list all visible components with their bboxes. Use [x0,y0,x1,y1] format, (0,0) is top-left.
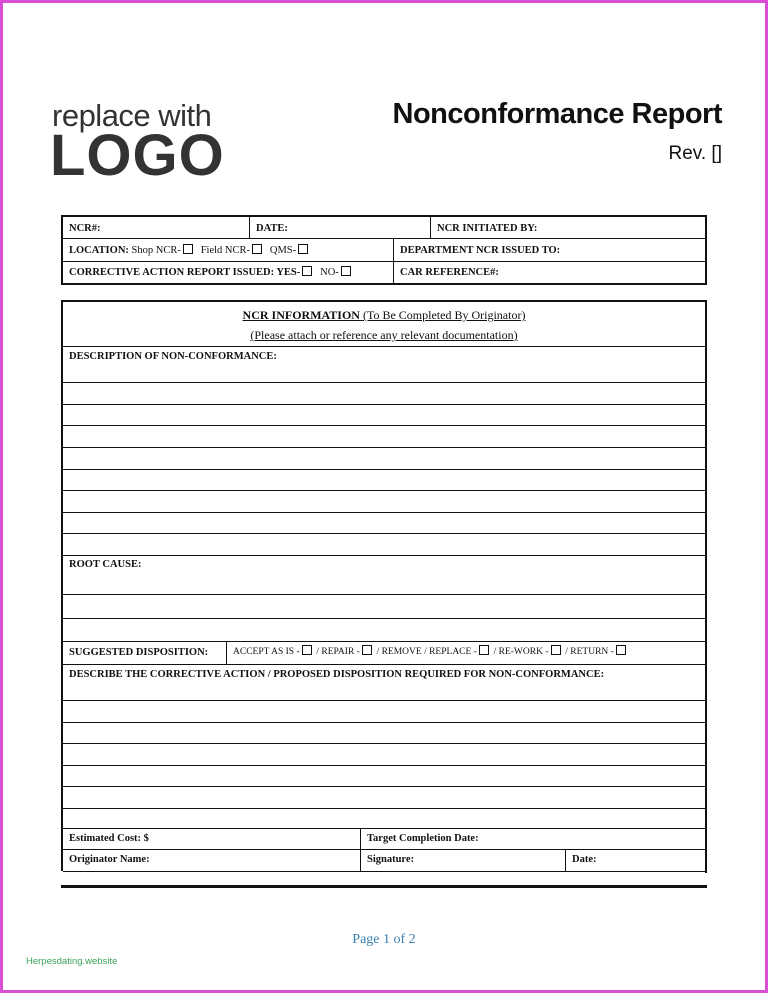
initiated-by-field[interactable]: NCR INITIATED BY: [437,223,538,234]
disposition-options [227,642,626,663]
shop-ncr-checkbox[interactable] [183,244,193,254]
originator-name-field[interactable]: Originator Name: [69,854,150,865]
repair-checkbox[interactable] [362,645,372,655]
qms-checkbox[interactable] [298,244,308,254]
suggested-disposition-label: SUGGESTED DISPOSITION: [69,647,209,658]
ncr-information-title: NCR INFORMATION [242,308,360,322]
field-ncr-label: Field NCR- [200,245,251,256]
accept-as-is-label: ACCEPT AS IS - [233,647,300,657]
return-label: / RETURN - [565,647,614,657]
location-row [63,240,308,261]
corrective-action-label: DESCRIBE THE CORRECTIVE ACTION / PROPOSED DISPOSITION REQUIRED FOR NON-CONFORMANCE: [69,669,605,680]
remove-replace-checkbox[interactable] [479,645,489,655]
department-field[interactable]: DEPARTMENT NCR ISSUED TO: [400,245,561,256]
location-label: LOCATION: [69,245,129,256]
rework-label: / RE-WORK - [493,647,549,657]
remove-replace-label: / REMOVE / REPLACE - [376,647,477,657]
signature-date-field[interactable]: Date: [572,854,597,865]
return-checkbox[interactable] [616,645,626,655]
field-ncr-checkbox[interactable] [252,244,262,254]
car-no-label: NO- [320,267,339,278]
logo-placeholder: LOGO [50,123,225,188]
ncr-information-note: (Please attach or reference any relevant documentation) [250,328,518,342]
ncr-information-table [61,300,707,871]
signature-field[interactable]: Signature: [367,854,415,865]
qms-label: QMS- [269,245,297,256]
root-cause-label: ROOT CAUSE: [69,559,142,570]
revision-label: Rev. [] [668,143,722,164]
estimated-cost-field[interactable]: Estimated Cost: $ [69,833,149,844]
document-title: Nonconformance Report [392,98,722,130]
repair-label: / REPAIR - [316,647,360,657]
target-completion-date-field[interactable]: Target Completion Date: [367,833,479,844]
ncr-number-field[interactable]: NCR#: [69,223,101,234]
description-label: DESCRIPTION OF NON-CONFORMANCE: [69,351,277,362]
car-yes-checkbox[interactable] [302,266,312,276]
ncr-information-subtitle: (To Be Completed By Originator) [359,308,526,322]
car-issued-label: CORRECTIVE ACTION REPORT ISSUED: YES- [69,267,301,278]
logo-placeholder-text: replace with [52,98,212,133]
page-number: Page 1 of 2 [352,932,416,947]
shop-ncr-label: Shop NCR- [131,245,181,256]
bottom-divider [61,885,707,888]
rework-checkbox[interactable] [551,645,561,655]
car-reference-field[interactable]: CAR REFERENCE#: [400,267,499,278]
car-no-checkbox[interactable] [341,266,351,276]
watermark-text: Herpesdating.website [26,956,118,967]
date-field[interactable]: DATE: [256,223,288,234]
car-issued-row [63,262,351,283]
ncr-information-heading [63,308,705,323]
accept-as-is-checkbox[interactable] [302,645,312,655]
ncr-header-table [61,215,707,285]
